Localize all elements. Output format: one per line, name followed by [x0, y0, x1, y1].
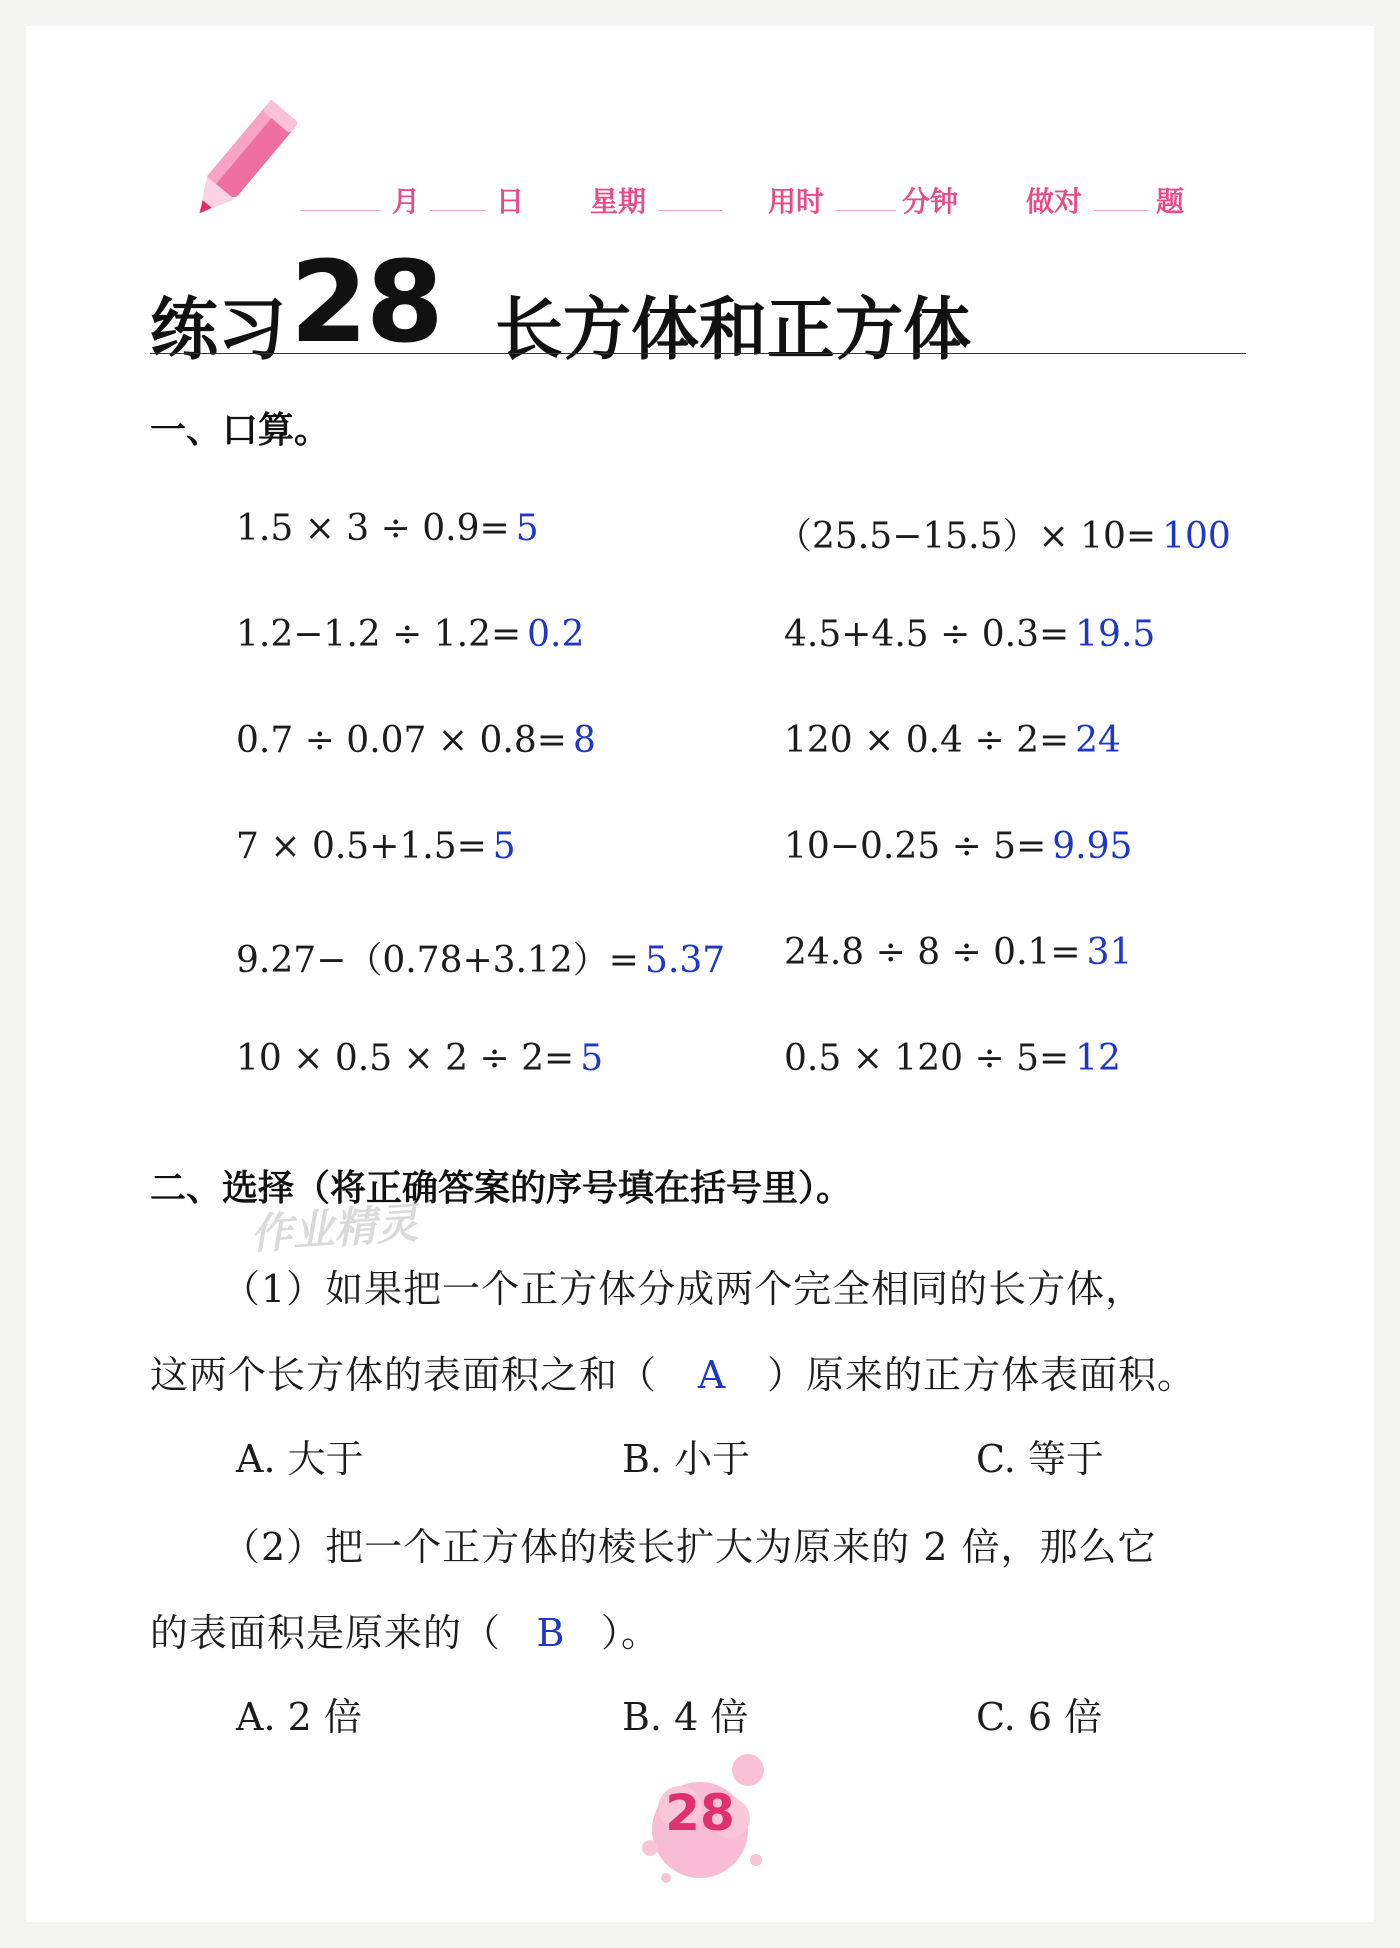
answer-4[interactable]: 19.5 — [1075, 614, 1156, 655]
page-number: 28 — [665, 1784, 735, 1842]
problem-1: 1.5 × 3 ÷ 0.9= 5 — [236, 508, 539, 549]
q1-option-a[interactable]: A. 大于 — [236, 1437, 364, 1481]
title-topic: 长方体和正方体 — [495, 291, 972, 370]
q1-option-c[interactable]: C. 等于 — [976, 1437, 1104, 1481]
problem-5: 0.7 ÷ 0.07 × 0.8= 8 — [236, 720, 596, 761]
answer-2[interactable]: 100 — [1162, 516, 1231, 557]
problem-2: （25.5−15.5）× 10= 100 — [776, 516, 1231, 557]
answer-3[interactable]: 0.2 — [527, 614, 585, 655]
q2-option-b[interactable]: B. 4 倍 — [622, 1695, 749, 1739]
correct-count-blank[interactable] — [1094, 178, 1148, 211]
pencil-icon — [180, 100, 300, 230]
problem-9: 9.27−（0.78+3.12）= 5.37 — [236, 940, 726, 981]
correct-label: 做对 — [1026, 185, 1083, 218]
title-prefix: 练习 — [150, 291, 287, 370]
month-blank[interactable] — [300, 178, 380, 211]
answer-11[interactable]: 5 — [580, 1038, 604, 1079]
time-label: 用时 — [768, 185, 825, 218]
exercise-number: 28 — [290, 238, 442, 368]
problem-3: 1.2−1.2 ÷ 1.2= 0.2 — [236, 614, 585, 655]
problem-11: 10 × 0.5 × 2 ÷ 2= 5 — [236, 1038, 604, 1079]
problem-8: 10−0.25 ÷ 5= 9.95 — [784, 826, 1133, 867]
q2-option-c[interactable]: C. 6 倍 — [976, 1695, 1103, 1739]
minutes-label: 分钟 — [902, 185, 959, 218]
section1-heading: 一、口算。 — [150, 410, 331, 451]
answer-8[interactable]: 9.95 — [1052, 826, 1133, 867]
section2-heading: 二、选择（将正确答案的序号填在括号里）。 — [150, 1168, 853, 1209]
answer-1[interactable]: 5 — [515, 508, 539, 549]
weekday-label: 星期 — [590, 185, 647, 218]
problem-10: 24.8 ÷ 8 ÷ 0.1= 31 — [784, 932, 1133, 973]
title-divider — [150, 353, 1246, 354]
answer-5[interactable]: 8 — [572, 720, 596, 761]
answer-7[interactable]: 5 — [492, 826, 516, 867]
date-time-header — [300, 178, 1200, 222]
answer-9[interactable]: 5.37 — [644, 940, 726, 981]
problem-6: 120 × 0.4 ÷ 2= 24 — [784, 720, 1121, 761]
problem-12: 0.5 × 120 ÷ 5= 12 — [784, 1038, 1121, 1079]
q2-line2: 的表面积是原来的（ B ）。 — [150, 1611, 661, 1655]
q2-line1: （2）把一个正方体的棱长扩大为原来的 2 倍，那么它 — [222, 1525, 1157, 1569]
q1-option-b[interactable]: B. 小于 — [622, 1437, 751, 1481]
problem-4: 4.5+4.5 ÷ 0.3= 19.5 — [784, 614, 1156, 655]
q2-option-a[interactable]: A. 2 倍 — [236, 1695, 362, 1739]
questions-label: 题 — [1156, 185, 1185, 218]
day-blank[interactable] — [430, 178, 486, 211]
watermark: 作业精灵 — [248, 1198, 420, 1259]
weekday-blank[interactable] — [658, 178, 722, 211]
q1-answer[interactable]: A — [697, 1353, 727, 1397]
day-label: 日 — [496, 185, 525, 218]
q2-answer[interactable]: B — [536, 1611, 566, 1655]
problem-7: 7 × 0.5+1.5= 5 — [236, 826, 516, 867]
q1-line2: 这两个长方体的表面积之和（ A ）原来的正方体表面积。 — [150, 1353, 1197, 1397]
q1-line1: （1）如果把一个正方体分成两个完全相同的长方体， — [222, 1267, 1145, 1311]
answer-10[interactable]: 31 — [1086, 932, 1133, 973]
answer-6[interactable]: 24 — [1075, 720, 1121, 761]
month-label: 月 — [392, 185, 421, 218]
minutes-blank[interactable] — [836, 178, 896, 211]
answer-12[interactable]: 12 — [1075, 1038, 1121, 1079]
page-number-badge — [620, 1748, 780, 1898]
